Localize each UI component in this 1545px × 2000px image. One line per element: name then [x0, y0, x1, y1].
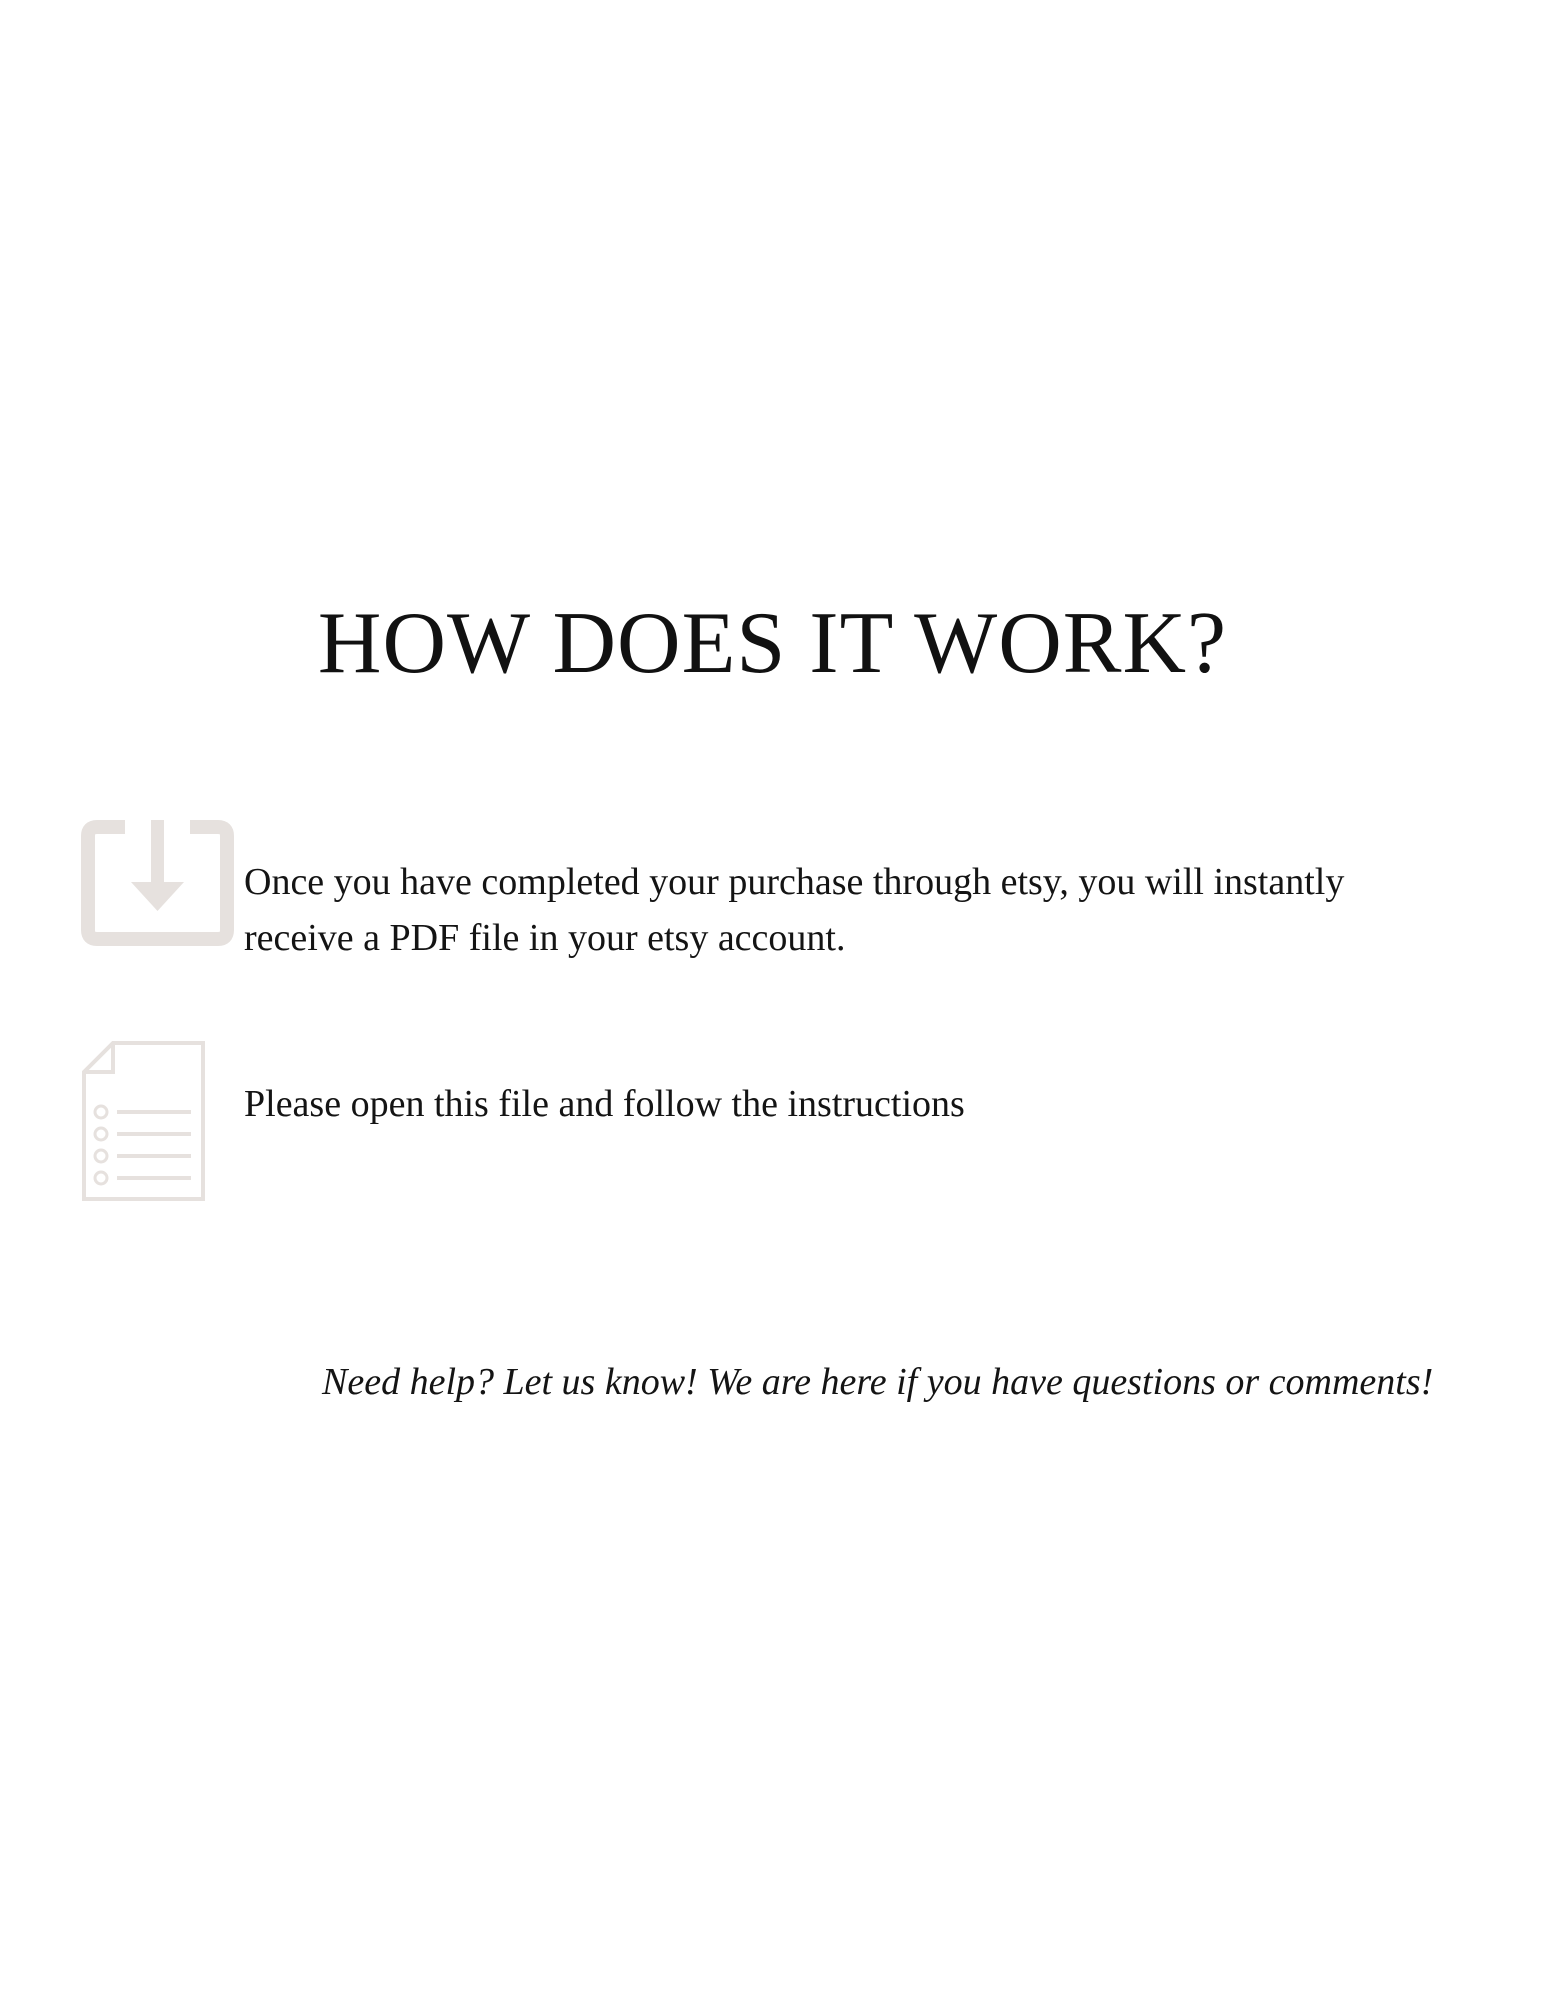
download-icon [81, 820, 234, 946]
step-download-text: Once you have completed your purchase through etsy, you will instantly receive a PDF file in your etsy account. [244, 861, 1345, 959]
document-list-icon [81, 1040, 207, 1202]
step-instructions-text: Please open this file and follow the instructions [244, 1083, 965, 1125]
page-title: HOW DOES IT WORK? [317, 595, 1228, 692]
help-text: Need help? Let us know! We are here if you have questions or comments! [322, 1361, 1434, 1403]
